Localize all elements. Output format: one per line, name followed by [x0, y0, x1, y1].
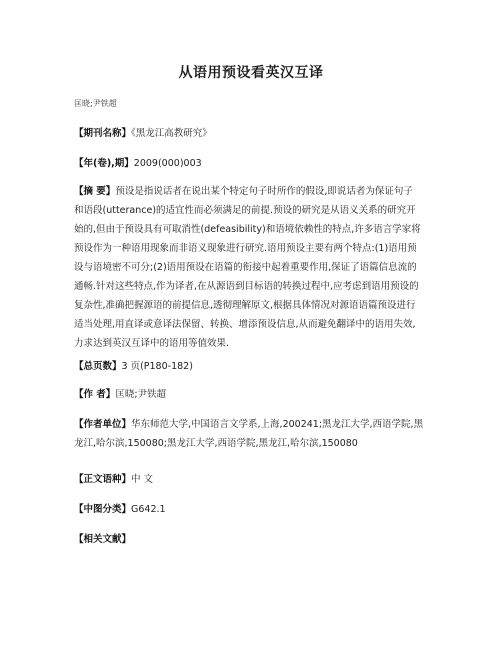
abstract-line: 力求达到英汉互译中的语用等值效果. [74, 338, 230, 349]
abstract-line: 始的,但由于预设具有可取消性(defeasibility)和语境依赖性的特点,许多语言学家将 [74, 224, 421, 235]
abstract-line: 适当处理,用直译或意译法保留、转换、增添预设信息,从而避免翻译中的语用失效, [74, 319, 416, 330]
abstract-line: 通畅.针对这些特点,作为译者,在从源语到目标语的转换过程中,应考虑到语用预设的 [74, 281, 419, 292]
language-value: 中 文 [131, 474, 154, 485]
author-field [74, 385, 432, 404]
author-value: 匡晓;尹铁超 [115, 389, 167, 400]
pages-field [74, 357, 432, 376]
abstract-line: 预设作为一种语用现象而非语义现象进行研究.语用预设主要有两个特点:(1)语用预 [74, 243, 417, 254]
author-label: 【作 者】 [74, 389, 116, 400]
abstract-field [74, 182, 432, 353]
pages-value: 3 页(P180-182) [121, 361, 193, 372]
document-title: 从语用预设看英汉互译 [178, 65, 324, 81]
abstract-line: 【摘 要】预设是指说话者在说出某个特定句子时所作的假设,即说话者为保证句子 [74, 186, 413, 197]
classification-value: G642.1 [131, 504, 166, 515]
pages-label: 【总页数】 [74, 361, 122, 372]
affiliation-label: 【作者单位】 [74, 419, 132, 430]
abstract-label: 【摘 要】 [74, 186, 116, 197]
affiliation-field [74, 415, 432, 453]
abstract-line: 复杂性,准确把握源语的前提信息,透彻理解原文,根据具体情况对源语语篇预设进行 [74, 300, 416, 311]
classification-label: 【中图分类】 [74, 504, 132, 515]
affiliation-line: 龙江,哈尔滨,150080;黑龙江大学,西语学院,黑龙江,哈尔滨,150080 [74, 438, 358, 449]
journal-value: 《黑龙江高教研究》 [131, 128, 212, 139]
abstract-line: 设与语境密不可分;(2)语用预设在语篇的衔接中起着重要作用,保证了语篇信息流的 [74, 262, 417, 273]
journal-field [74, 124, 432, 143]
classification-field [74, 500, 432, 519]
journal-label: 【期刊名称】 [74, 128, 132, 139]
affiliation-line: 【作者单位】华东师范大学,中国语言文学系,上海,200241;黑龙江大学,西语学院,黑 [74, 419, 424, 430]
language-field [74, 470, 432, 489]
language-label: 【正文语种】 [74, 474, 132, 485]
related-field [74, 530, 432, 549]
year-issue-value: 2009(000)003 [133, 158, 202, 169]
related-label: 【相关文献】 [74, 534, 132, 545]
authors-line: 匡晓;尹铁超 [74, 99, 117, 108]
year-issue-field [74, 154, 432, 173]
abstract-line: 和语段(utterance)的适宜性而必须满足的前提.预设的研究是从语义关系的研究开 [74, 205, 416, 216]
year-issue-label: 【年(卷),期】 [74, 158, 134, 169]
